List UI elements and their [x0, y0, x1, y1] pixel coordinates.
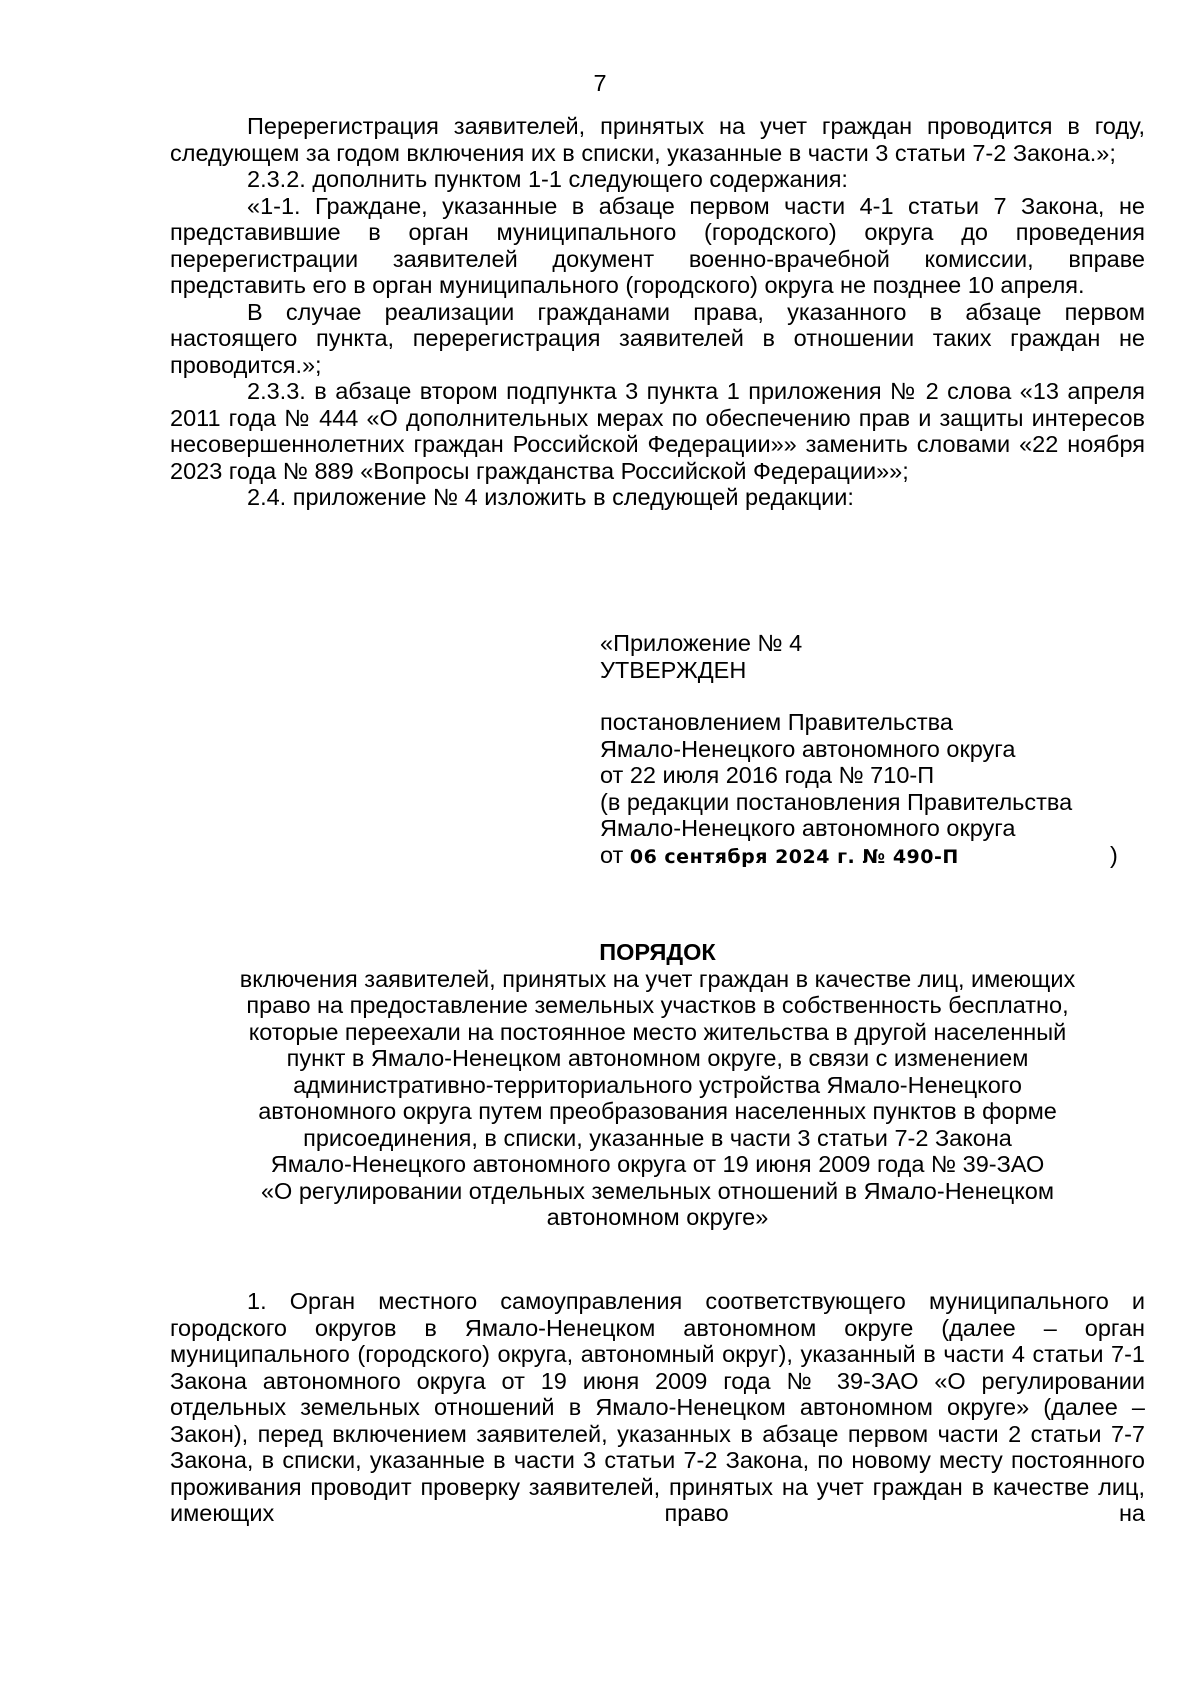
approval-decree-line: [600, 842, 1160, 871]
procedure-point-1: [170, 1288, 1145, 1527]
approval-closing-paren: ): [1110, 841, 1118, 868]
procedure-title: ПОРЯДОК: [599, 939, 716, 965]
procedure-subtitle-line: административно-территориального устройства Ямало-Ненецкого: [293, 1071, 1022, 1098]
procedure-subtitle-line: Ямало-Ненецкого автономного округа от 19 июня 2009 года № 39-ЗАО: [270, 1151, 1045, 1177]
procedure-subtitle-line: которые переехали на постоянное место жительства в другой населенный: [248, 1018, 1067, 1045]
procedure-subtitle-line: автономного округа путем преобразования населенных пунктов в форме: [258, 1098, 1057, 1124]
page-number: 7: [593, 70, 607, 96]
approval-edition-region: Ямало-Ненецкого автономного округа: [600, 815, 1016, 841]
amendment-text: [170, 113, 1145, 511]
approval-approved-label: УТВЕРЖДЕН: [600, 656, 747, 683]
procedure-subtitle-line: присоединения, в списки, указанные в части 3 статьи 7-2 Закона: [303, 1124, 1012, 1151]
paragraph-1-1: «1-1. Граждане, указанные в абзаце первом части 4-1 статьи 7 Закона, не представившие в орган муниципального (городского) округа до проведения перерегистрации заявителей документ военно-врачебной комиссии, вправе представить его в орган муниципального (городского) округа не позднее 10 апреля.: [170, 192, 1145, 298]
approval-decree-number: 06 сентября 2024 г. № 490-П: [629, 845, 959, 868]
procedure-subtitle-line: право на предоставление земельных участков в собственность бесплатно,: [246, 992, 1069, 1018]
paragraph-rights-case: В случае реализации гражданами права, указанного в абзаце первом настоящего пункта, перерегистрация заявителей в отношении таких граждан не проводится.»;: [170, 298, 1145, 378]
approval-edition-line: (в редакции постановления Правительства: [600, 788, 1073, 815]
procedure-heading: [170, 939, 1145, 1231]
approval-decree-prefix: от: [600, 841, 624, 868]
approval-stamp-block: [600, 630, 1160, 870]
procedure-subtitle-line: включения заявителей, принятых на учет граждан в качестве лиц, имеющих: [239, 965, 1076, 992]
paragraph-2-3-3: 2.3.3. в абзаце втором подпункта 3 пункта 1 приложения № 2 слова «13 апреля 2011 года № 444 «О дополнительных мерах по обеспечению прав и защиты интересов несовершеннолетних граждан Российской Федерации»» заменить словами «22 ноября 2023 года № 889 «Вопросы гражданства Российской Федерации»»;: [170, 378, 1145, 484]
procedure-subtitle-line: «О регулировании отдельных земельных отношений в Ямало-Ненецком: [260, 1177, 1055, 1204]
procedure-subtitle-line: автономном округе»: [546, 1204, 769, 1230]
paragraph-reregistration: Перерегистрация заявителей, принятых на учет граждан проводится в году, следующем за годом включения их в списки, указанные в части 3 статьи 7-2 Закона.»;: [170, 113, 1145, 166]
approval-region-line: Ямало-Ненецкого автономного округа: [600, 735, 1016, 762]
paragraph-2-3-2: 2.3.2. дополнить пунктом 1-1 следующего содержания:: [247, 166, 848, 192]
procedure-subtitle-line: пункт в Ямало-Ненецком автономном округе, в связи с изменением: [286, 1045, 1029, 1071]
point-1-text: 1. Орган местного самоуправления соответствующего муниципального и городского округов в Ямало-Ненецком автономном округе (далее – орган муниципального (городского) округа, автономный округ), указанный в части 4 статьи 7-1 Закона автономного округа от 19 июня 2009 года № 39-ЗАО «О регулировании отдельных земельных отношений в Ямало-Ненецком автономном округе» (далее – Закон), перед включением заявителей, указанных в абзаце первом части 2 статьи 7-7 Закона, в списки, указанные в части 3 статьи 7-2 Закона, по новому месту постоянного проживания проводит проверку заявителей, принятых на учет граждан в качестве лиц, имеющих право на: [170, 1288, 1145, 1526]
approval-appendix-label: «Приложение № 4: [600, 630, 803, 656]
approval-spacer: [600, 683, 1160, 709]
paragraph-2-4: 2.4. приложение № 4 изложить в следующей редакции:: [247, 484, 854, 510]
approval-resolution-line: постановлением Правительства: [600, 709, 953, 735]
approval-original-date: от 22 июля 2016 года № 710-П: [600, 762, 935, 788]
